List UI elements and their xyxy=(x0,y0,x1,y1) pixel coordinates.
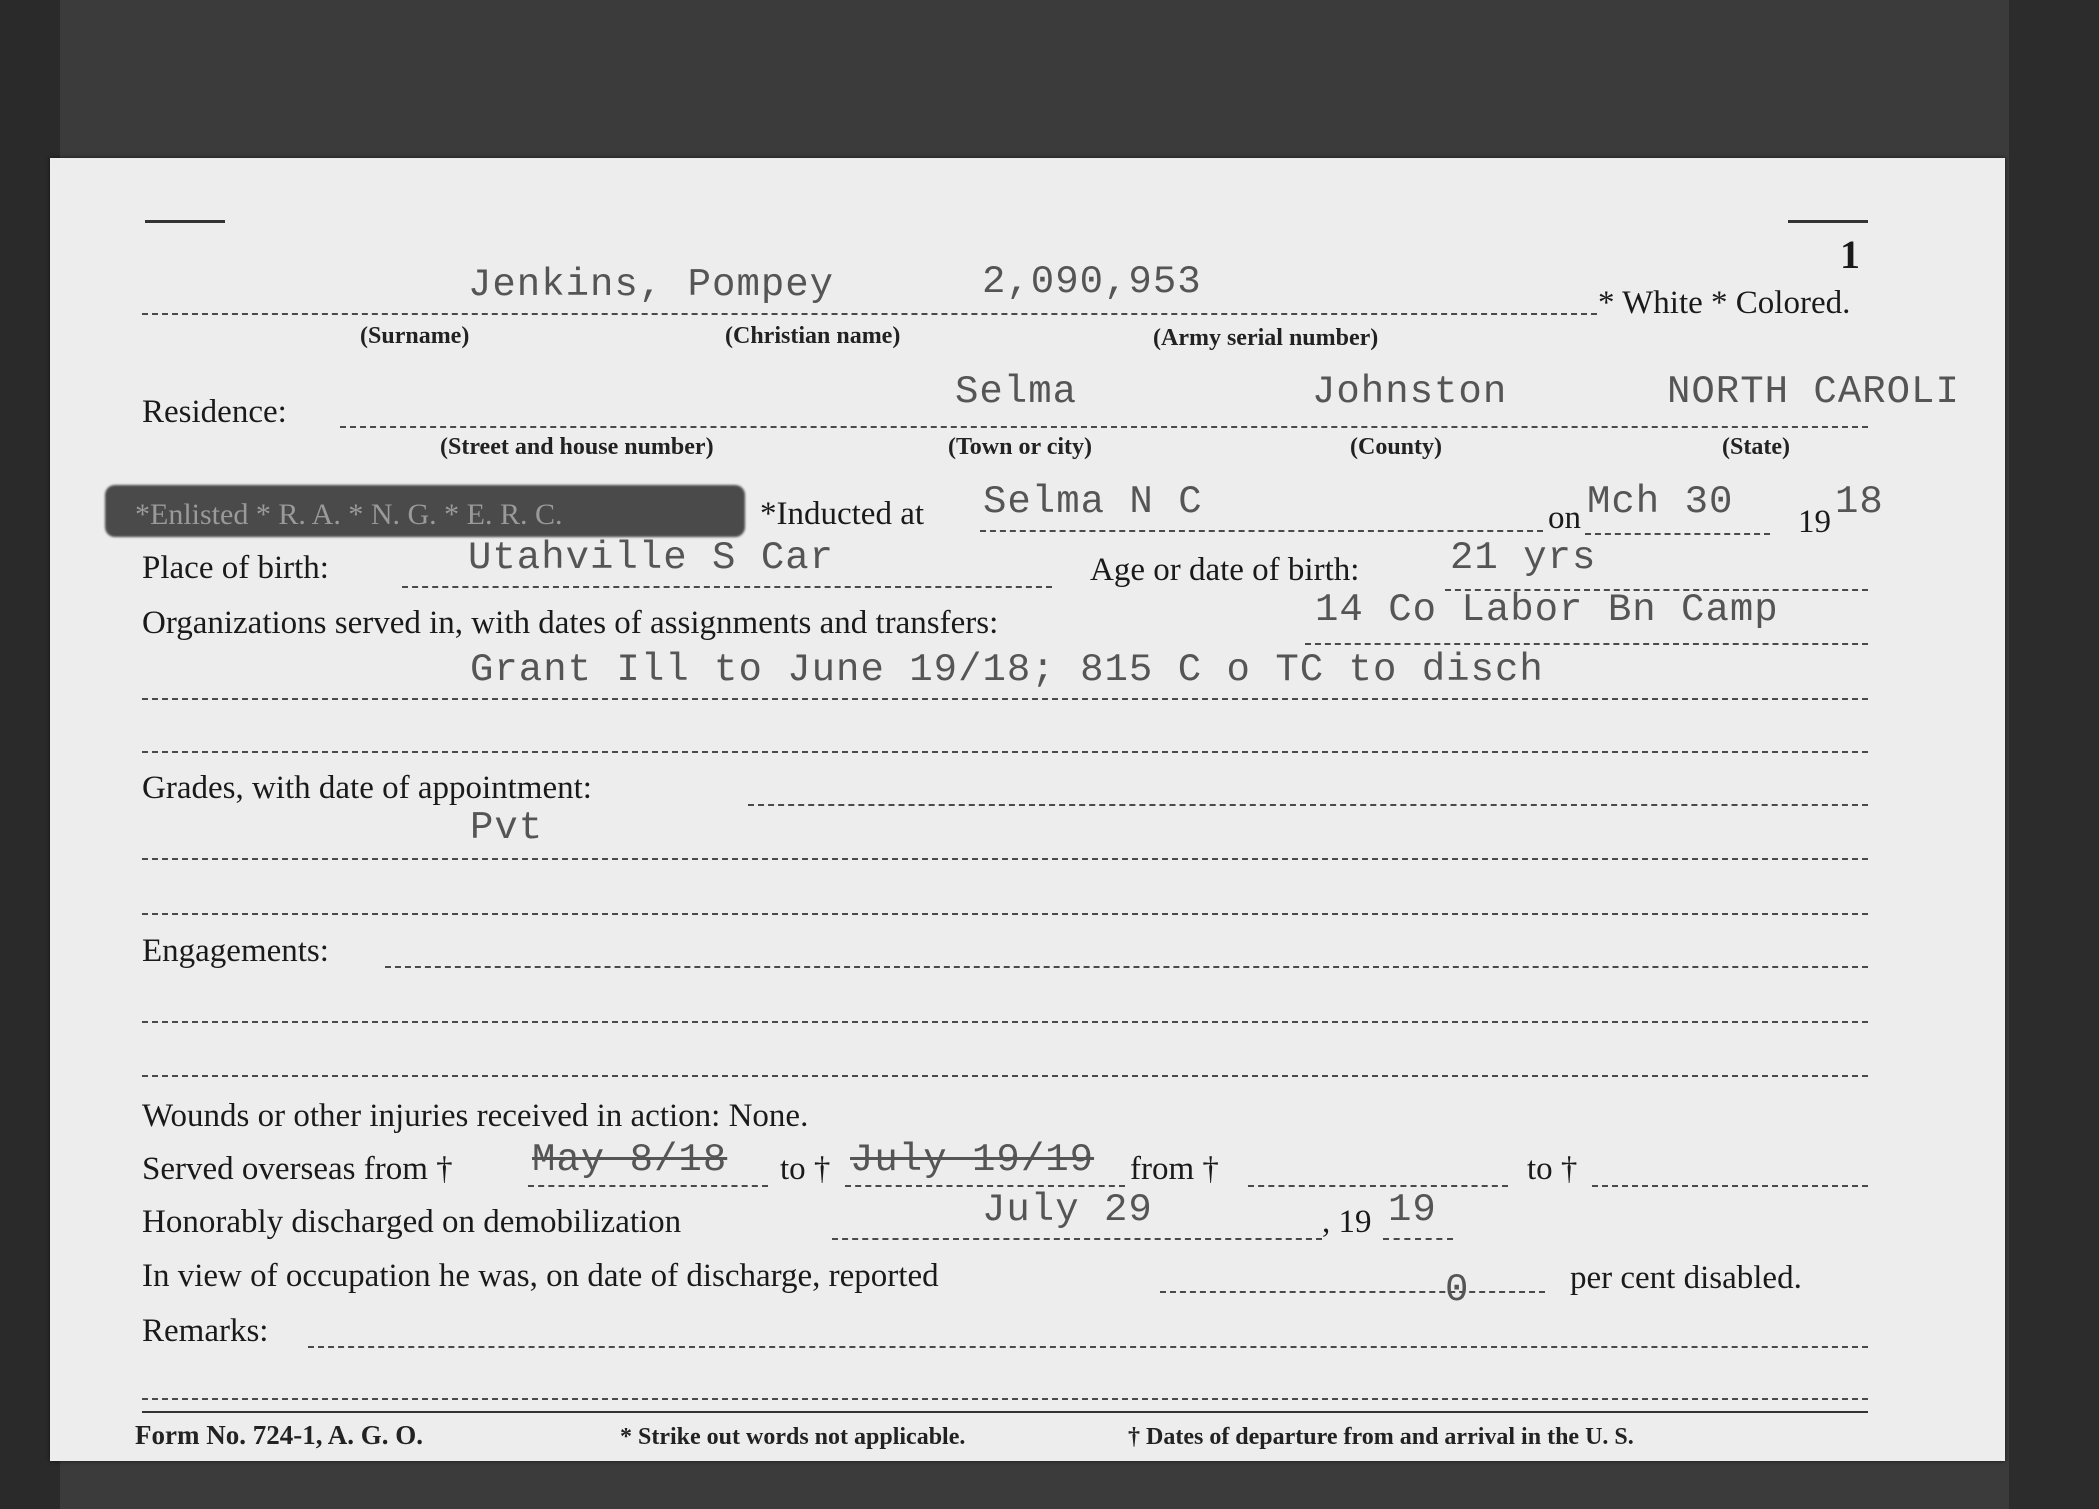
residence-county: Johnston xyxy=(1312,370,1508,414)
on-label: on xyxy=(1548,500,1581,536)
inducted-place: Selma N C xyxy=(983,480,1203,524)
corner-mark-left xyxy=(145,220,225,223)
engagements-rule1 xyxy=(385,966,1868,968)
serial-caption: (Army serial number) xyxy=(1153,325,1379,351)
induction-year-prefix: 19 xyxy=(1798,504,1831,540)
card-number: 1 xyxy=(1840,232,1860,277)
discharge-date: July 29 xyxy=(982,1188,1153,1232)
overseas-from2-label: from † xyxy=(1130,1151,1219,1187)
grades-rule3 xyxy=(142,913,1868,915)
overseas-label: Served overseas from † xyxy=(142,1151,453,1187)
place-of-birth-line xyxy=(402,586,1052,588)
residence-town: Selma xyxy=(955,370,1078,414)
overseas-from-line xyxy=(528,1185,768,1187)
state-caption: (State) xyxy=(1722,434,1790,460)
organizations-line1: 14 Co Labor Bn Camp xyxy=(1315,588,1779,632)
grades-rule1 xyxy=(748,804,1868,806)
grades-value: Pvt xyxy=(470,806,544,850)
inducted-label: *Inducted at xyxy=(760,496,925,532)
discharge-label: Honorably discharged on demobilization xyxy=(142,1204,682,1240)
organizations-rule1 xyxy=(1305,643,1868,645)
engagements-label: Engagements: xyxy=(142,933,329,969)
scan-background-right xyxy=(2009,0,2099,1509)
induction-date-line xyxy=(1585,533,1770,535)
race-options: * White * Colored. xyxy=(1598,285,1851,321)
enlisted-options: *Enlisted * R. A. * N. G. * E. R. C. xyxy=(135,498,563,531)
wounds-label: Wounds or other injuries received in action: None. xyxy=(142,1098,809,1134)
discharge-year-prefix: , 19 xyxy=(1322,1204,1372,1240)
overseas-to: July 19/19 xyxy=(850,1138,1095,1182)
overseas-to-label: to † xyxy=(780,1151,831,1187)
grades-label: Grades, with date of appointment: xyxy=(142,770,592,806)
footer-note-strike: * Strike out words not applicable. xyxy=(620,1424,966,1450)
footer-rule xyxy=(142,1411,1868,1413)
residence-label: Residence: xyxy=(142,394,287,430)
street-caption: (Street and house number) xyxy=(440,434,714,460)
disability-value: 0 xyxy=(1445,1268,1470,1312)
christian-name-caption: (Christian name) xyxy=(725,323,901,349)
organizations-line2: Grant Ill to June 19/18; 815 C o TC to disch xyxy=(470,648,1544,692)
residence-state: NORTH CAROLI xyxy=(1667,370,1960,414)
county-caption: (County) xyxy=(1350,434,1443,460)
organizations-label: Organizations served in, with dates of assignments and transfers: xyxy=(142,605,999,641)
engagements-rule3 xyxy=(142,1075,1868,1077)
organizations-rule3 xyxy=(142,751,1868,753)
grades-rule2 xyxy=(142,858,1868,860)
disability-line xyxy=(1160,1291,1545,1293)
age-label: Age or date of birth: xyxy=(1090,552,1360,588)
place-of-birth-label: Place of birth: xyxy=(142,550,329,586)
discharge-year-line xyxy=(1383,1238,1453,1240)
engagements-rule2 xyxy=(142,1021,1868,1023)
overseas-to-line xyxy=(845,1185,1125,1187)
town-caption: (Town or city) xyxy=(948,434,1092,460)
name-typed: Jenkins, Pompey xyxy=(468,263,835,307)
remarks-rule2 xyxy=(142,1398,1868,1400)
service-record-card xyxy=(50,158,2005,1461)
inducted-line xyxy=(980,530,1543,532)
age-value: 21 yrs xyxy=(1450,536,1597,580)
induction-year-suffix: 18 xyxy=(1835,480,1884,524)
induction-date: Mch 30 xyxy=(1587,480,1734,524)
organizations-rule2 xyxy=(142,698,1868,700)
serial-typed: 2,090,953 xyxy=(982,260,1202,304)
disability-label: In view of occupation he was, on date of discharge, reported xyxy=(142,1258,939,1294)
footer-note-dates: † Dates of departure from and arrival in the U. S. xyxy=(1128,1424,1634,1450)
place-of-birth: Utahville S Car xyxy=(468,536,835,580)
corner-mark-right xyxy=(1788,220,1868,223)
name-line xyxy=(142,313,1597,315)
residence-line xyxy=(340,426,1868,428)
overseas-to2-line xyxy=(1592,1185,1868,1187)
overseas-from: May 8/18 xyxy=(532,1138,728,1182)
disability-suffix: per cent disabled. xyxy=(1570,1260,1802,1296)
remarks-rule1 xyxy=(308,1346,1868,1348)
form-number: Form No. 724-1, A. G. O. xyxy=(135,1420,423,1450)
discharge-date-line xyxy=(832,1238,1322,1240)
overseas-to2-label: to † xyxy=(1527,1151,1578,1187)
discharge-year-suffix: 19 xyxy=(1388,1188,1437,1232)
overseas-from2-line xyxy=(1248,1185,1508,1187)
surname-caption: (Surname) xyxy=(360,323,470,349)
remarks-label: Remarks: xyxy=(142,1313,269,1349)
